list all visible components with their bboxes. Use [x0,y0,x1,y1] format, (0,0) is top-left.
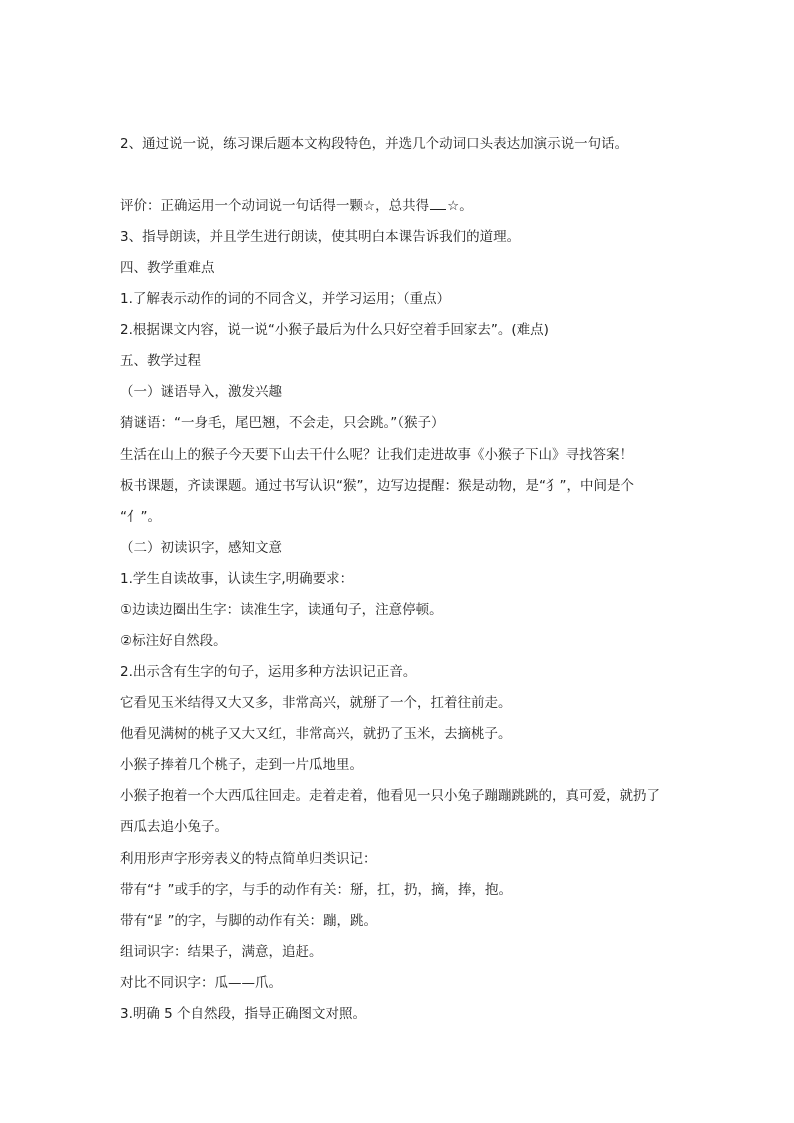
text-line-26: 组词识字：结果子，满意，追赶。 [120,944,323,960]
subheading-2: （二）初读识字，感知文意 [120,540,282,556]
text-line-6: 2.根据课文内容，说一说“小猴子最后为什么只好空着手回家去”。(难点) [120,322,549,338]
text-line-16: ②标注好自然段。 [120,633,227,649]
evaluation-star-text: ☆。 [447,198,473,214]
text-line-12: “亻”。 [120,509,161,525]
text-line-9: 猜谜语：“一身毛，尾巴翘，不会走，只会跳。”（猴子） [120,415,445,431]
text-line-10: 生活在山上的猴子今天要下山去干什么呢？让我们走进故事《小猴子下山》寻找答案！ [120,447,633,463]
section-heading-4: 四、教学重难点 [120,260,215,276]
text-line-1: 2、通过说一说，练习课后题本文构段特色，并选几个动词口头表达加演示说一句话。 [120,136,629,152]
section-heading-5: 五、教学过程 [120,353,201,369]
text-line-20: 小猴子捧着几个桃子，走到一片瓜地里。 [120,757,363,773]
text-line-25: 带有“𧾷”的字，与脚的动作有关：蹦，跳。 [120,913,377,929]
text-line-17: 2.出示含有生字的句子，运用多种方法识记正音。 [120,664,417,680]
blank-underline [430,197,446,210]
text-line-18: 它看见玉米结得又大又多，非常高兴，就掰了一个，扛着往前走。 [120,695,512,711]
text-line-19: 他看见满树的桃子又大又红，非常高兴，就扔了玉米，去摘桃子。 [120,726,512,742]
text-line-24: 带有“扌”或手的字，与手的动作有关：掰，扛，扔，摘，捧，抱。 [120,882,512,898]
evaluation-line [120,196,680,216]
text-line-21: 小猴子抱着一个大西瓜往回走。走着走着，他看见一只小兔子蹦蹦跳跳的，真可爱，就扔了 [120,788,660,804]
subheading-1: （一）谜语导入，激发兴趣 [120,384,282,400]
evaluation-text: 评价：正确运用一个动词说一句话得一颗☆，总共得 [120,198,430,214]
text-line-15: ①边读边圈出生字：读准生字，读通句子，注意停顿。 [120,602,443,618]
text-line-11: 板书课题，齐读课题。通过书写认识“猴”，边写边提醒：猴是动物，是“犭”，中间是个 [120,478,634,494]
text-line-23: 利用形声字形旁表义的特点简单归类识记： [120,851,377,867]
text-line-22: 西瓜去追小兔子。 [120,819,228,835]
text-line-3: 3、指导朗读，并且学生进行朗读，使其明白本课告诉我们的道理。 [120,229,521,245]
text-line-27: 对比不同识字：瓜——爪。 [120,975,282,991]
text-line-5: 1.了解表示动作的词的不同含义，并学习运用；（重点） [120,291,451,307]
text-line-14: 1.学生自读故事，认读生字,明确要求： [120,571,354,587]
text-line-28: 3.明确 5 个自然段，指导正确图文对照。 [120,1006,367,1022]
